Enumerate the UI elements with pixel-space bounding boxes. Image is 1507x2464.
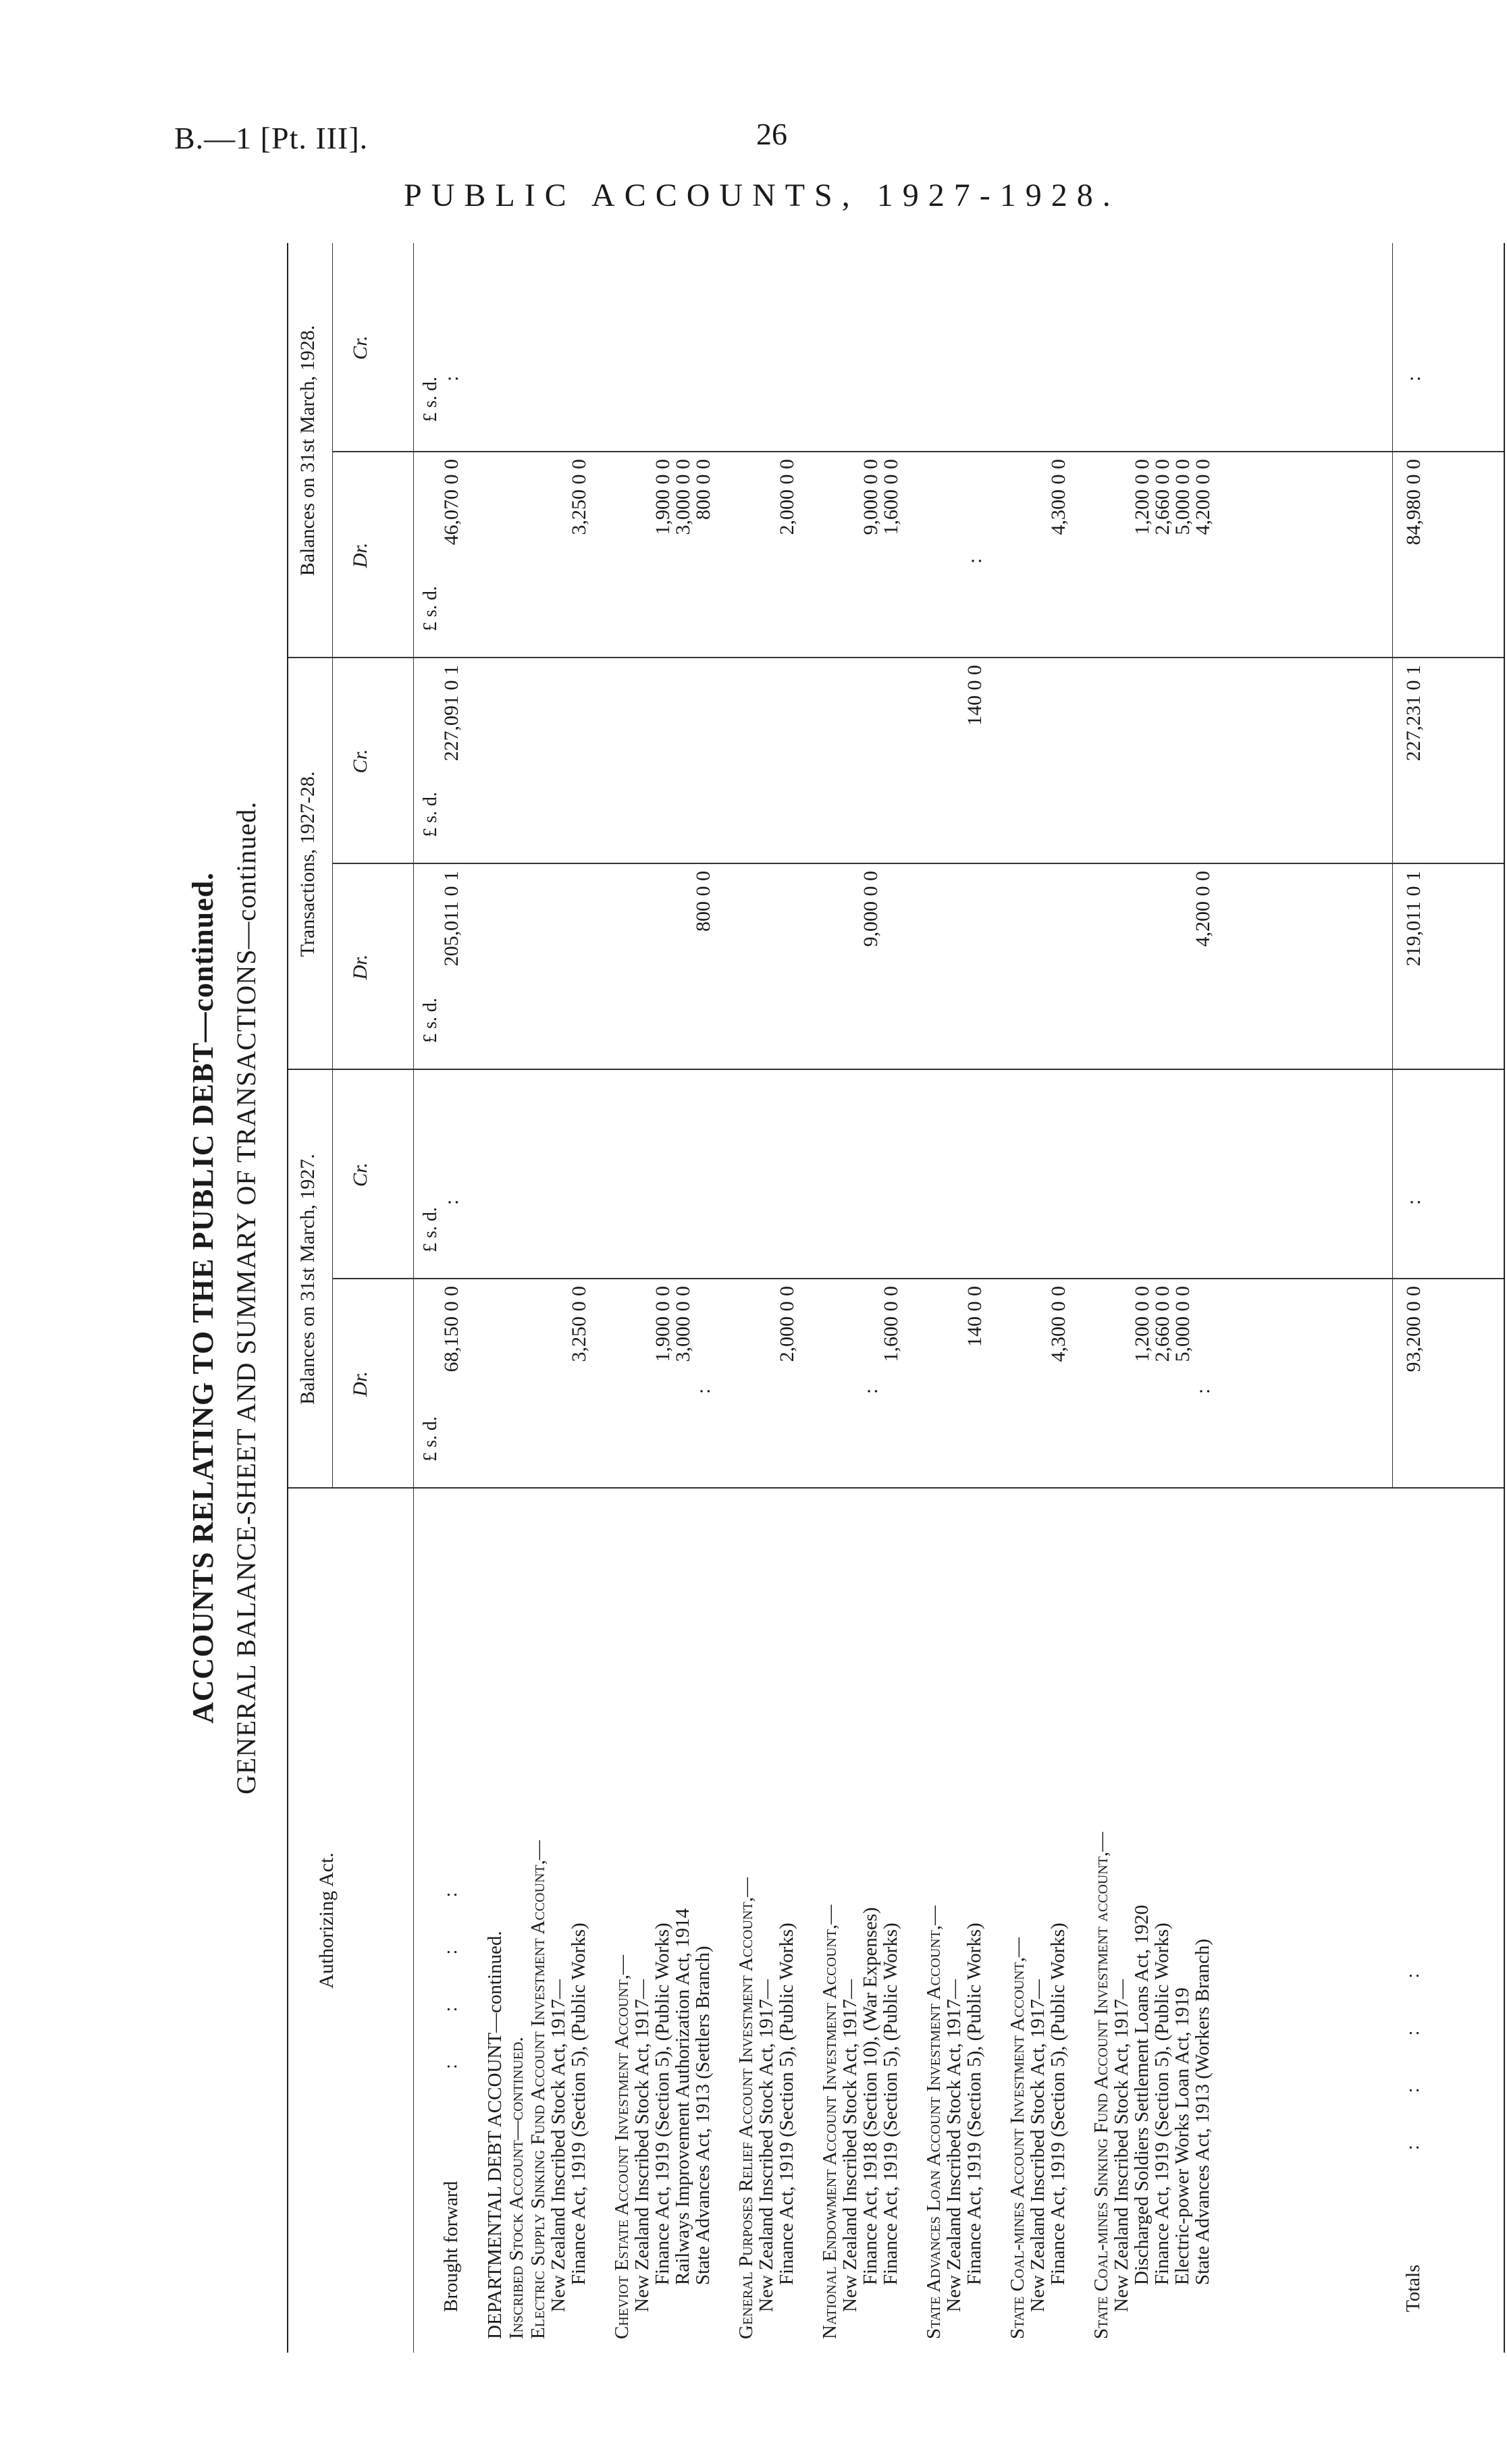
cell: 2,000 0 0: [776, 1286, 798, 1362]
act-line: New Zealand Inscribed Stock Act, 1917—: [943, 1979, 965, 2312]
cell: 800 0 0: [692, 871, 714, 932]
cell: 3,000 0 0: [672, 459, 694, 535]
section-subheading: Inscribed Stock Account—continued.: [506, 2037, 527, 2339]
act-line: Discharged Soldiers Settlement Loans Act, 1920: [1131, 1904, 1153, 2285]
account-heading: State Coal-mines Account Investment Account,—: [1007, 1937, 1028, 2339]
cell: :: [963, 558, 986, 564]
brought-forward-label: Brought forward: [440, 2180, 462, 2312]
header-cr: Cr.: [349, 1162, 371, 1187]
ledger-table: [287, 243, 1505, 2353]
act-line: Finance Act, 1919 (Section 5), (Public Works): [652, 1923, 673, 2285]
leader-dots: : : : :: [1402, 1963, 1423, 2150]
cell: 68,150 0 0: [440, 1286, 462, 1372]
col-rule: [332, 1278, 1504, 1279]
cell: :: [1402, 375, 1425, 381]
cell: 4,200 0 0: [1192, 459, 1214, 535]
cell: 2,660 0 0: [1151, 459, 1173, 535]
table-title: ACCOUNTS RELATING TO THE PUBLIC DEBT—continued.: [186, 872, 219, 1724]
cell: 3,000 0 0: [672, 1286, 694, 1362]
cell: 1,900 0 0: [652, 1286, 674, 1362]
cell: 3,250 0 0: [568, 459, 590, 535]
act-line: New Zealand Inscribed Stock Act, 1917—: [1111, 1979, 1132, 2312]
units-label: £ s. d.: [420, 377, 441, 422]
cell: 140 0 0: [963, 665, 986, 726]
act-line: Finance Act, 1919 (Section 5), (Public Works): [880, 1923, 901, 2285]
running-title: PUBLIC ACCOUNTS, 1927-1928.: [404, 178, 1120, 213]
act-line: Electric-power Works Loan Act, 1919: [1171, 1987, 1193, 2285]
account-heading: National Endowment Account Investment Account,—: [819, 1904, 841, 2339]
act-line: Finance Act, 1919 (Section 5), (Public Works): [1151, 1923, 1173, 2285]
col-rule: [332, 863, 1504, 864]
act-line: Finance Act, 1919 (Section 5), (Public Works): [568, 1923, 589, 2285]
cell: 93,200 0 0: [1402, 1286, 1425, 1372]
cell: 9,000 0 0: [860, 459, 882, 535]
header-act: Authorizing Act.: [315, 1852, 338, 1989]
header-dr: Dr.: [349, 542, 371, 568]
leader-dots: : : : :: [440, 1882, 461, 2069]
cell: 4,300 0 0: [1047, 459, 1069, 535]
cell: 140 0 0: [963, 1286, 986, 1347]
table-subtitle: GENERAL BALANCE-SHEET AND SUMMARY OF TRANSACTIONS—continued.: [231, 801, 261, 1795]
header-balances-1927: Balances on 31st March, 1927.: [296, 1154, 319, 1405]
cell: 1,900 0 0: [652, 459, 674, 535]
cell: 1,600 0 0: [880, 1286, 902, 1362]
table-titles: [186, 243, 287, 2353]
cell: 9,000 0 0: [860, 871, 882, 947]
col-rule: [288, 1487, 1504, 1489]
cell: 84,980 0 0: [1402, 459, 1425, 545]
cell: :: [440, 1199, 462, 1205]
cell: :: [440, 375, 462, 381]
cell: 1,200 0 0: [1131, 459, 1153, 535]
act-line: Finance Act, 1919 (Section 5), (Public Works): [776, 1923, 797, 2285]
page-reference: B.—1 [Pt. III].: [174, 121, 369, 155]
act-line: Finance Act, 1919 (Section 5), (Public Works): [963, 1923, 985, 2285]
act-line: New Zealand Inscribed Stock Act, 1917—: [1027, 1979, 1049, 2312]
act-line: Finance Act, 1919 (Section 5), (Public Works): [1047, 1923, 1069, 2285]
act-line: New Zealand Inscribed Stock Act, 1917—: [756, 1979, 777, 2312]
cell: :: [1192, 1388, 1214, 1394]
col-rule: [288, 1069, 1504, 1070]
header-balances-1928: Balances on 31st March, 1928.: [296, 325, 319, 577]
header-cr: Cr.: [349, 749, 371, 774]
act-line: New Zealand Inscribed Stock Act, 1917—: [631, 1979, 653, 2312]
account-heading: State Coal-mines Sinking Fund Account Investment account,—: [1090, 1831, 1112, 2339]
act-line: New Zealand Inscribed Stock Act, 1917—: [548, 1979, 569, 2312]
cell: 227,231 0 1: [1402, 665, 1425, 761]
cell: 2,000 0 0: [776, 459, 798, 535]
header-dr: Dr.: [349, 1371, 371, 1397]
rotated-table: [186, 243, 1507, 2353]
cell: 1,600 0 0: [880, 459, 902, 535]
cell: 2,660 0 0: [1151, 1286, 1173, 1362]
totals-rule: [1392, 243, 1393, 1489]
cell: 219,011 0 1: [1402, 871, 1425, 967]
units-label: £ s. d.: [420, 792, 441, 837]
header-rule: [413, 243, 414, 2353]
page-number: 26: [756, 117, 787, 151]
cell: 46,070 0 0: [440, 459, 462, 545]
cell: 5,000 0 0: [1171, 459, 1194, 535]
units-label: £ s. d.: [420, 586, 441, 631]
header-cr: Cr.: [349, 336, 371, 360]
act-line: New Zealand Inscribed Stock Act, 1917—: [839, 1979, 861, 2312]
header-dr: Dr.: [349, 954, 371, 980]
account-heading: Electric Supply Sinking Fund Account Investment Account,—: [527, 1840, 549, 2339]
col-rule: [288, 657, 1504, 658]
cell: :: [692, 1388, 714, 1394]
cell: 227,091 0 1: [440, 665, 462, 761]
act-line: Finance Act, 1918 (Section 10), (War Expenses): [860, 1907, 881, 2285]
cell: 800 0 0: [692, 459, 714, 520]
account-heading: General Purposes Relief Account Investment Account,—: [735, 1877, 757, 2339]
col-rule: [332, 451, 1504, 452]
section-heading: DEPARTMENTAL DEBT ACCOUNT—continued.: [484, 1931, 506, 2339]
cell: :: [1402, 1199, 1425, 1205]
units-label: £ s. d.: [420, 1416, 441, 1462]
act-line: State Advances Act, 1913 (Workers Branch): [1192, 1938, 1213, 2285]
cell: 205,011 0 1: [440, 871, 462, 967]
act-line: State Advances Act, 1913 (Settlers Branch): [692, 1946, 714, 2285]
cell: 5,000 0 0: [1171, 1286, 1194, 1362]
units-label: £ s. d.: [420, 998, 441, 1043]
act-line: Railways Improvement Authorization Act, 1914: [672, 1908, 693, 2285]
account-heading: Cheviot Estate Account Investment Account,—: [611, 1954, 633, 2339]
header-subrule: [332, 243, 333, 1489]
cell: 3,250 0 0: [568, 1286, 590, 1362]
account-heading: State Advances Loan Account Investment Account,—: [923, 1905, 945, 2339]
header-transactions: Transactions, 1927-28.: [296, 771, 319, 957]
units-label: £ s. d.: [420, 1207, 441, 1252]
cell: :: [860, 1388, 882, 1394]
cell: 4,300 0 0: [1047, 1286, 1069, 1362]
cell: 4,200 0 0: [1192, 871, 1214, 947]
totals-label: Totals: [1402, 2264, 1424, 2312]
cell: 1,200 0 0: [1131, 1286, 1153, 1362]
